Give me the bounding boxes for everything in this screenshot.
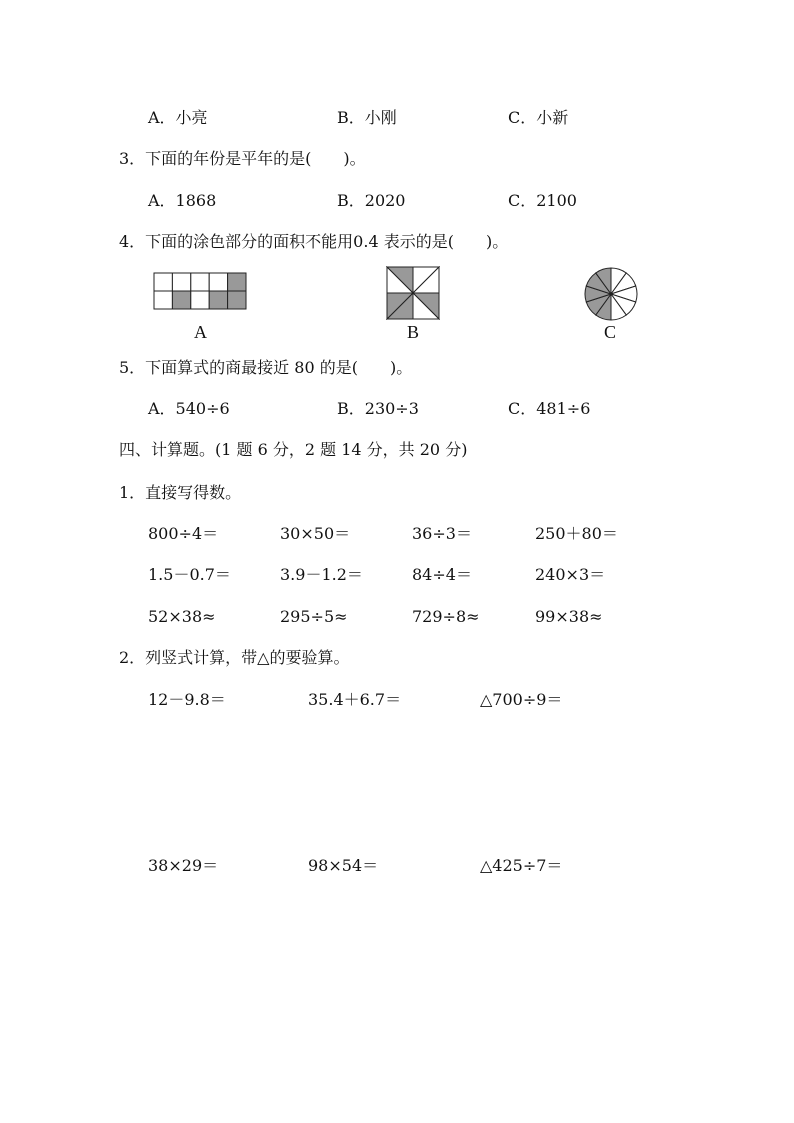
figure-a-grid <box>153 272 249 312</box>
section-4-heading: 四、计算题。(1 题 6 分，2 题 14 分，共 20 分) <box>119 440 468 459</box>
q3-option-b: B．2020 <box>337 191 406 210</box>
figure-b-square <box>386 266 440 320</box>
q5-option-c: C．481÷6 <box>508 399 591 418</box>
expression: 98×54＝ <box>308 856 379 875</box>
grid-cell <box>191 273 209 291</box>
q3-option-a: A．1868 <box>148 191 217 210</box>
q5-option-b: B．230÷3 <box>337 399 419 418</box>
grid-cell-shaded <box>172 291 190 309</box>
expression: 729÷8≈ <box>412 607 480 626</box>
expression: 99×38≈ <box>535 607 603 626</box>
grid-cell <box>172 273 190 291</box>
expression: 295÷5≈ <box>280 607 348 626</box>
expression: 12－9.8＝ <box>148 690 226 709</box>
grid-cell-shaded <box>209 291 227 309</box>
figure-c-circle <box>583 266 639 322</box>
grid-cell <box>154 291 172 309</box>
figure-c-label: C <box>604 322 617 342</box>
expression: 36÷3＝ <box>412 524 472 543</box>
part-2-stem: 2．列竖式计算，带△的要验算。 <box>119 648 350 667</box>
grid-cell-shaded <box>228 273 246 291</box>
part-1-stem: 1．直接写得数。 <box>119 483 242 502</box>
expression: 52×38≈ <box>148 607 216 626</box>
grid-cell-shaded <box>228 291 246 309</box>
expression: 38×29＝ <box>148 856 219 875</box>
expression: 240×3＝ <box>535 565 606 584</box>
expression: 800÷4＝ <box>148 524 219 543</box>
q4-stem: 4．下面的涂色部分的面积不能用0.4 表示的是( )。 <box>119 232 509 251</box>
expression: 1.5－0.7＝ <box>148 565 231 584</box>
q2-option-c: C．小新 <box>508 108 569 127</box>
q3-stem: 3．下面的年份是平年的是( )。 <box>119 149 366 168</box>
expression: 30×50＝ <box>280 524 351 543</box>
expression: 35.4＋6.7＝ <box>308 690 402 709</box>
grid-cell <box>209 273 227 291</box>
q2-option-a: A．小亮 <box>148 108 208 127</box>
q5-option-a: A．540÷6 <box>148 399 230 418</box>
expression: 3.9－1.2＝ <box>280 565 363 584</box>
q3-option-c: C．2100 <box>508 191 577 210</box>
figure-b-label: B <box>407 322 420 342</box>
q2-option-b: B．小刚 <box>337 108 397 127</box>
expression: △425÷7＝ <box>480 856 563 875</box>
grid-cell <box>154 273 172 291</box>
expression: 250＋80＝ <box>535 524 618 543</box>
q5-stem: 5．下面算式的商最接近 80 的是( )。 <box>119 358 413 377</box>
figure-a-label: A <box>194 322 207 342</box>
expression: 84÷4＝ <box>412 565 472 584</box>
grid-cell <box>191 291 209 309</box>
expression: △700÷9＝ <box>480 690 563 709</box>
